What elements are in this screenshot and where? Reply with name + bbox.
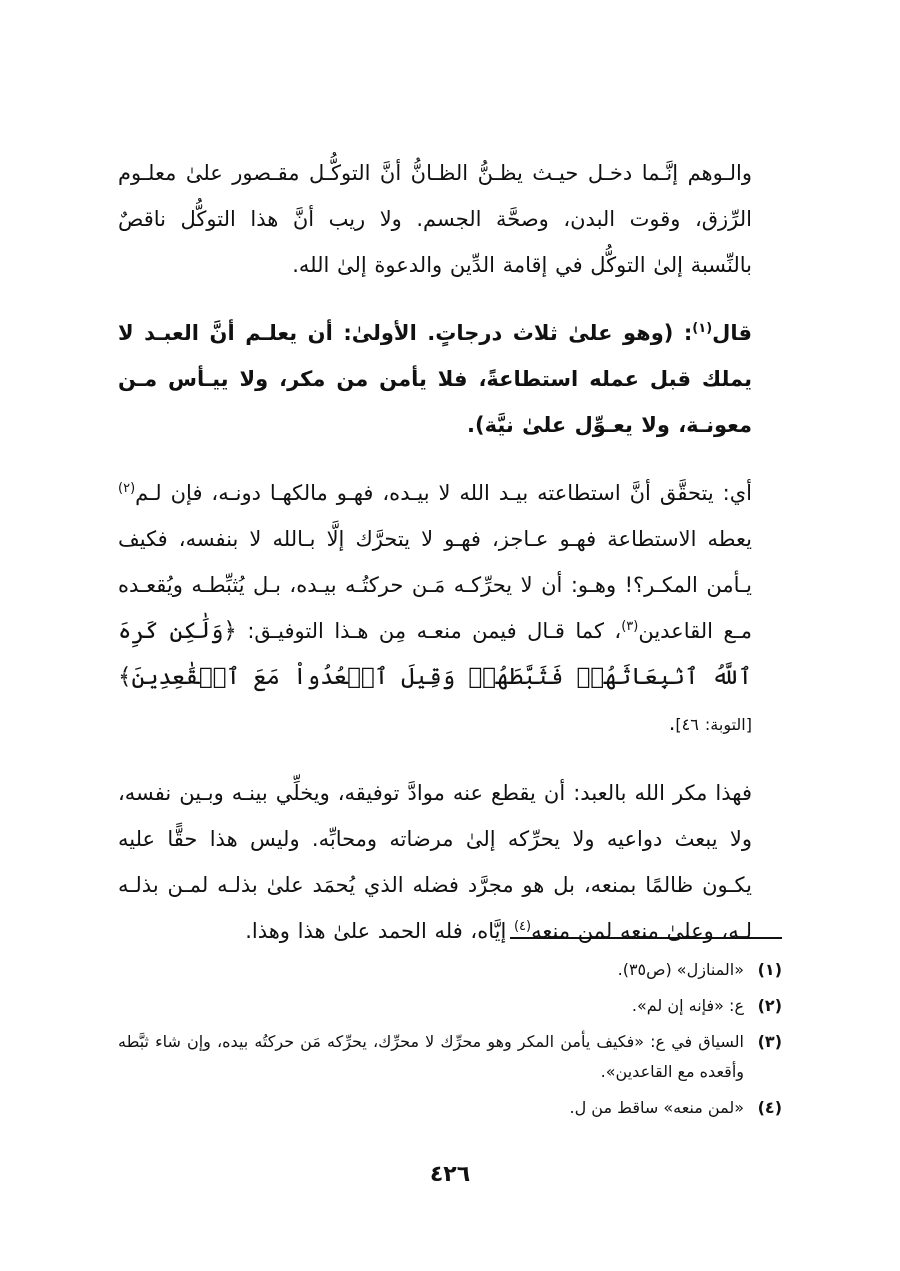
footnotes [118, 955, 782, 1129]
paragraph-1: والـوهم إنَّـما دخـل حيـث يظـنُّ الظـانُّ أنَّ التوكُّـل مقـصور علىٰ معلـوم الرِّزق، وقوت البدن، وصحَّة الجسم. ولا ريب أنَّ هذا التوكُّل ناقصٌ بالنِّسبة إلىٰ التوكُّل في إقامة الدِّين والدعوة إلىٰ الله. [118, 161, 752, 277]
footnote-text: ع: «فإنه إن لم». [631, 996, 744, 1015]
paragraph-3-end: . [668, 711, 676, 735]
footnote-number: (١) [757, 960, 782, 979]
footnote-ref-1: (١) [692, 321, 713, 336]
paragraph-4 [118, 770, 782, 954]
footnote-ref-4: (٤) [513, 919, 532, 934]
footnote-1 [118, 955, 782, 985]
paragraph-3-part-3: ، كما قـال فيمن منعـه مِن هـذا التوفيـق: [236, 619, 622, 643]
footnote-number: (٤) [757, 1098, 782, 1117]
main-text [118, 150, 782, 954]
paragraph-4-part-1: فهذا مكر الله بالعبد: أن يقطع عنه موادَّ توفيقه، ويخلِّي بينـه وبـين نفسه، ولا يبعث دواعيه ولا يحرِّكه إلىٰ مرضاته ومحابِّه. وليس هذا حقًّا عليه يكـون ظالمًا بمنعه، بل هو مجرَّد فضله الذي يُحمَد علىٰ بذلـه لمـن بذلـه لـه، وعلىٰ منعه لمن منعه [118, 781, 752, 943]
footnote-text: السياق في ع: «فكيف يأمن المكر وهو محرِّك لا محرِّك، يحرِّكه مَن حركتُه بيده، وإن شاء ثبَّطه وأقعده مع القاعدين». [118, 1032, 744, 1081]
paragraph-4-part-2: إيَّاه، فله الحمد علىٰ هذا وهذا. [245, 919, 514, 943]
footnote-4 [118, 1093, 782, 1123]
paragraph-3 [118, 470, 782, 748]
quran-verse: ﴿وَلَٰكِن كَرِهَ ٱللَّهُ ٱنۢبِعَاثَهُمۡ فَثَبَّطَهُمۡ وَقِيلَ ٱقۡعُدُواْ مَعَ ٱلۡقَٰعِدِينَ﴾ [118, 618, 752, 690]
footnote-ref-2: (٢) [118, 481, 136, 496]
paragraph-3-part-2: يعطه الاستطاعة فهـو عـاجز، فهـو لا يتحرَّك إلَّا بـالله لا بنفسه، فكيف يـأمن المكـر؟! وهـو: أن لا يحرِّكـه مَـن حركتُـه بيـده، بـل يُثبِّطـه ويُقعـده مـع القاعدين [118, 527, 752, 643]
footnote-3 [118, 1027, 782, 1087]
quran-reference: [التوبة: ٤٦] [675, 715, 752, 734]
footnote-ref-3: (٣) [621, 619, 639, 634]
footnote-text: «المنازل» (ص٣٥). [617, 960, 744, 979]
footnote-2 [118, 991, 782, 1021]
paragraph-2 [118, 310, 782, 448]
footnote-number: (٣) [757, 1032, 782, 1051]
quoted-text: : (وهو علىٰ ثلاث درجاتٍ. الأولىٰ: أن يعلـم أنَّ العبـد لا يملك قبل عمله استطاعةً، فلا يأمن من مكر، ولا ييـأس مـن معونـة، ولا يعـوِّل علىٰ نيَّة). [118, 321, 752, 437]
quote-lead: قال [712, 321, 752, 345]
page-number: ٤٢٦ [429, 1162, 471, 1187]
footnote-number: (٢) [757, 996, 782, 1015]
footnote-separator [510, 937, 782, 939]
footnote-text: «لمن منعه» ساقط من ل. [569, 1098, 744, 1117]
paragraph-3-part-1: أي: يتحقَّق أنَّ استطاعته بيـد الله لا بيـده، فهـو مالكهـا دونـه، فإن لـم [135, 481, 752, 505]
